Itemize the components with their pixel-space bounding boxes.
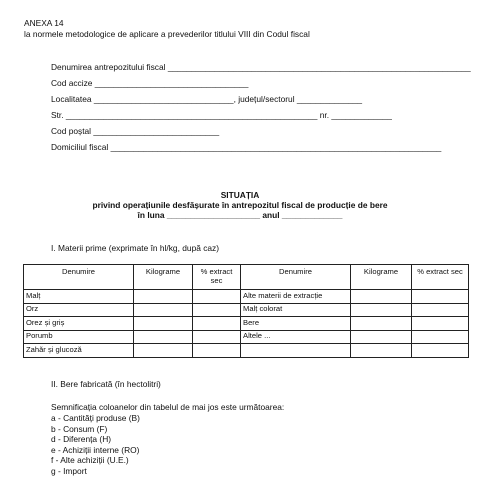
column-header: % extract sec <box>412 265 469 290</box>
table-cell[interactable] <box>241 344 351 358</box>
section1-heading: I. Materii prime (exprimate în hl/kg, după caz) <box>51 243 220 253</box>
annex-label: ANEXA 14 <box>24 18 64 28</box>
table-cell[interactable] <box>412 317 469 331</box>
table-cell[interactable] <box>134 317 193 331</box>
list-item: g - Import <box>51 465 87 476</box>
field-postal-code: Cod poștal ___________________________ <box>51 126 220 136</box>
field-street: Str. ______________________________________________________ nr. _____________ <box>51 110 392 120</box>
table-cell[interactable] <box>134 344 193 358</box>
list-item: e - Achiziții interne (RO) <box>51 444 140 455</box>
table-cell[interactable] <box>134 290 193 304</box>
field-locality: Localitatea ______________________________, județul/sectorul ______________ <box>51 94 363 104</box>
annex-subtitle: la normele metodologice de aplicare a prevederilor titlului VIII din Codul fiscal <box>24 29 310 39</box>
raw-materials-table <box>23 264 469 358</box>
table-cell[interactable] <box>193 290 241 304</box>
list-item: f - Alte achiziții (U.E.) <box>51 455 129 466</box>
table-cell[interactable] <box>134 303 193 317</box>
column-header: Denumire <box>241 265 351 290</box>
document-title-line2: privind operațiunile desfășurate în antrepozitul fiscal de producție de bere <box>92 200 388 210</box>
table-cell[interactable] <box>351 344 412 358</box>
table-cell[interactable] <box>193 330 241 344</box>
document-title: SITUAȚIA <box>220 190 260 200</box>
document-header <box>24 19 310 41</box>
column-header: % extract sec <box>193 265 241 290</box>
table-cell[interactable]: Alte materii de extracție <box>241 290 351 304</box>
table-cell[interactable]: Orez și griș <box>24 317 134 331</box>
list-item: a - Cantități produse (B) <box>51 413 140 423</box>
field-fiscal-domicile: Domiciliul fiscal _______________________________________________________________________ <box>51 142 442 152</box>
field-excise-code: Cod accize _________________________________ <box>51 78 249 88</box>
table-cell[interactable] <box>193 303 241 317</box>
section2-heading: II. Bere fabricată (în hectolitri) <box>51 379 161 389</box>
column-header: Denumire <box>24 265 134 290</box>
table-header-row <box>24 265 469 290</box>
table-row <box>24 317 469 331</box>
field-warehouse-name: Denumirea antrepozitului fiscal _________________________________________________________________ <box>51 62 471 72</box>
list-item: d - Diferența (H) <box>51 434 112 445</box>
table-cell[interactable] <box>412 303 469 317</box>
table-cell[interactable]: Bere <box>241 317 351 331</box>
table-cell[interactable] <box>351 317 412 331</box>
table-cell[interactable] <box>412 344 469 358</box>
table-cell[interactable] <box>193 344 241 358</box>
table-row <box>24 290 469 304</box>
table-row <box>24 330 469 344</box>
table-cell[interactable]: Porumb <box>24 330 134 344</box>
table-cell[interactable] <box>351 330 412 344</box>
section2-intro: Semnificația coloanelor din tabelul de mai jos este următoarea: <box>51 402 285 412</box>
table-cell[interactable] <box>351 303 412 317</box>
table-cell[interactable]: Zahăr și glucoză <box>24 344 134 358</box>
table-cell[interactable]: Malț colorat <box>241 303 351 317</box>
column-legend-list <box>51 414 140 478</box>
table-cell[interactable] <box>134 330 193 344</box>
table-row <box>24 344 469 358</box>
table-cell[interactable] <box>412 330 469 344</box>
table-row <box>24 303 469 317</box>
table-cell[interactable]: Malț <box>24 290 134 304</box>
table-cell[interactable]: Orz <box>24 303 134 317</box>
table-cell[interactable]: Altele ... <box>241 330 351 344</box>
table-cell[interactable] <box>412 290 469 304</box>
table-cell[interactable] <box>351 290 412 304</box>
table-cell[interactable] <box>193 317 241 331</box>
list-item: b - Consum (F) <box>51 423 108 434</box>
column-header: Kilograme <box>134 265 193 290</box>
column-header: Kilograme <box>351 265 412 290</box>
document-title-line3: în luna ____________________ anul _____________ <box>137 210 343 220</box>
